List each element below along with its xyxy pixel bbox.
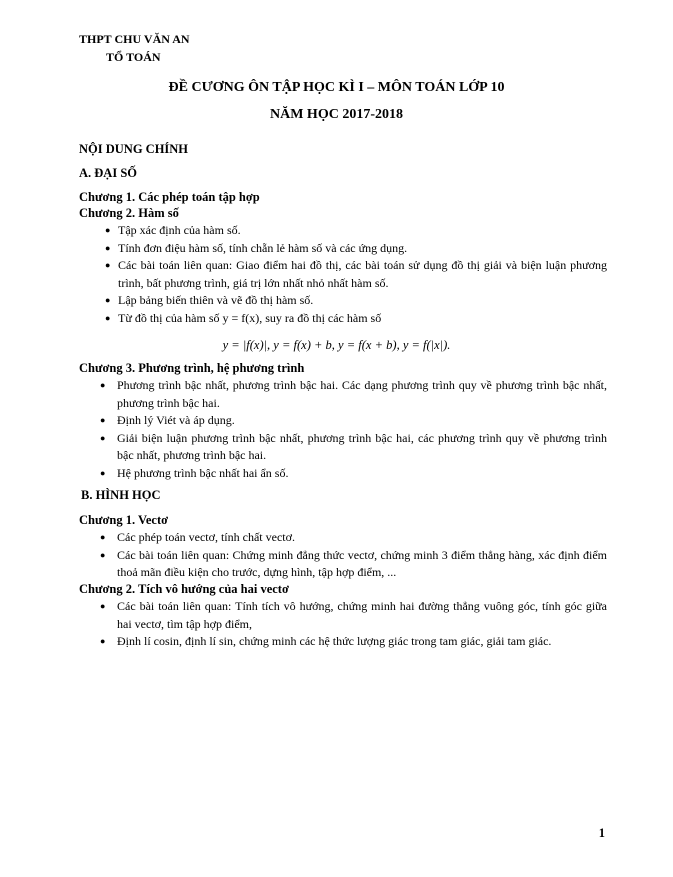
list-item: ● Các bài toán liên quan: Chứng minh đẳng thức vectơ, chứng minh 3 điểm thẳng hàng, xác định điểm thoả mãn điều kiện cho trước, dựng hình, tập hợp điểm, ... <box>100 547 607 579</box>
geometry-chapter1-list <box>100 529 607 582</box>
algebra-chapter1-heading: Chương 1. Các phép toán tập hợp <box>79 190 260 204</box>
page-number: 1 <box>598 826 605 840</box>
list-item: ● Giải biện luận phương trình bậc nhất, phương trình bậc hai, các phương trình quy về phương trình bậc nhất, phương trình bậc hai. <box>100 430 607 462</box>
school-name: THPT CHU VĂN AN <box>79 32 190 46</box>
geometry-chapter2-list <box>100 598 607 651</box>
list-item: ● Phương trình bậc nhất, phương trình bậc hai. Các dạng phương trình quy về phương trình bậc nhất, phương trình bậc hai. <box>100 378 607 410</box>
list-item: ● Các bài toán liên quan: Tính tích vô hướng, chứng minh hai đường thẳng vuông góc, tính góc giữa hai vectơ, tìm tập hợp điểm, <box>100 599 607 631</box>
geometry-chapter1-heading: Chương 1. Vectơ <box>79 513 169 527</box>
list-item: ● Tập xác định của hàm số. <box>105 223 241 237</box>
document-title: ĐỀ CƯƠNG ÔN TẬP HỌC KÌ I – MÔN TOÁN LỚP 10 <box>168 80 505 95</box>
part-a-heading: A. ĐẠI SỐ <box>79 166 137 180</box>
part-b-heading: B. HÌNH HỌC <box>81 488 161 502</box>
list-item: ● Từ đồ thị của hàm số y = f(x), suy ra đồ thị các hàm số <box>105 310 382 325</box>
algebra-chapter2-heading: Chương 2. Hàm số <box>79 206 179 220</box>
list-item: ● Định lí cosin, định lí sin, chứng minh các hệ thức lượng giác trong tam giác, giải tam giác. <box>100 634 552 648</box>
school-year: NĂM HỌC 2017-2018 <box>270 107 403 122</box>
list-item: ● Lập bảng biến thiên và vẽ đồ thị hàm số. <box>105 293 314 307</box>
geometry-chapter2-heading: Chương 2. Tích vô hướng của hai vectơ <box>79 582 289 596</box>
department-name: TỔ TOÁN <box>106 50 161 64</box>
list-item: ● Hệ phương trình bậc nhất hai ẩn số. <box>100 465 289 480</box>
function-graph-formula: y = |f(x)|, y = f(x) + b, y = f(x + b), y = f(|x|). <box>222 338 451 352</box>
list-item: ● Tính đơn điệu hàm số, tính chẵn lẻ hàm số và các ứng dụng. <box>105 240 408 255</box>
list-item: ● Các phép toán vectơ, tính chất vectơ. <box>100 530 295 544</box>
main-heading: NỘI DUNG CHÍNH <box>79 142 189 156</box>
list-item: ● Định lý Viét và áp dụng. <box>100 413 235 427</box>
algebra-chapter3-heading: Chương 3. Phương trình, hệ phương trình <box>79 361 305 375</box>
algebra-chapter3-list <box>100 377 607 482</box>
algebra-chapter2-list <box>106 222 607 327</box>
list-item: ● Các bài toán liên quan: Giao điểm hai đồ thị, các bài toán sử dụng đồ thị giải và biện luận phương trình, bất phương trình, giá trị lớn nhất nhỏ nhất hàm số. <box>105 258 607 290</box>
